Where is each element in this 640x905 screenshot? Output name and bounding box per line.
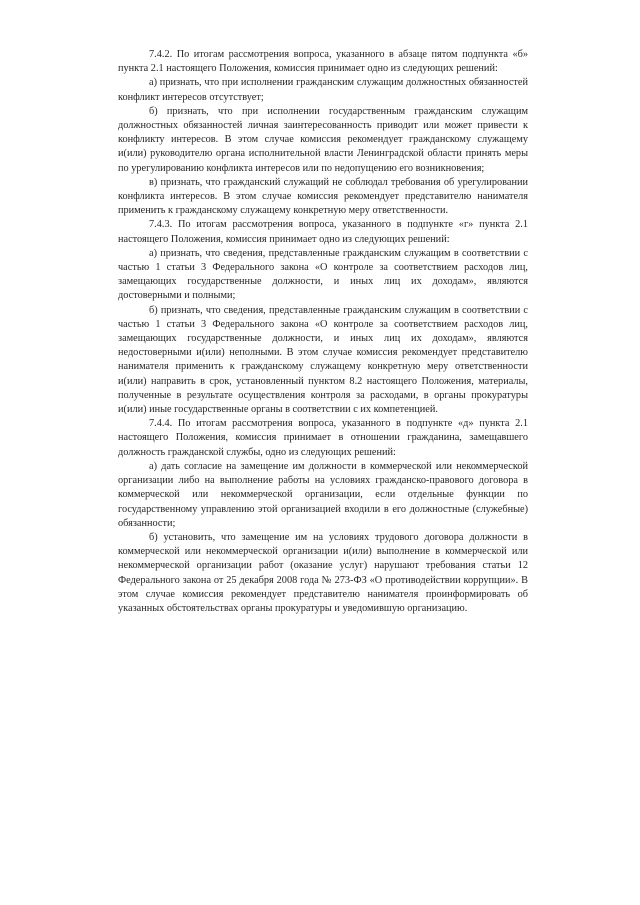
paragraph-7-4-2-a: а) признать, что при исполнении гражданским служащим должностных обязанностей конфликт интересов отсутствует;	[118, 77, 528, 103]
document-page	[118, 48, 528, 616]
paragraph-7-4-4-b: б) установить, что замещение им на условиях трудового договора должности в коммерческой или некоммерческой организации и(или) выполнение в коммерческой или некоммерческой организации работ (оказание услуг) нарушают требования статьи 12 Федерального закона от 25 декабря 2008 года № 273-ФЗ «О противодействии коррупции». В этом случае комиссия рекомендует представителю нанимателя проинформировать об указанных обстоятельствах органы прокуратуры и уведомившую организацию.	[118, 531, 528, 614]
paragraph-7-4-2: 7.4.2. По итогам рассмотрения вопроса, указанного в абзаце пятом подпункта «б» пункта 2.1 настоящего Положения, комиссия принимает одно из следующих решений:	[118, 49, 528, 75]
paragraph-7-4-3-a: а) признать, что сведения, представленные гражданским служащим в соответствии с частью 1 статьи 3 Федерального закона «О контроле за соответствием расходов лиц, замещающих государственные должности, и иных лиц их доходам», являются достоверными и полными;	[118, 247, 528, 302]
paragraph-7-4-4-a: а) дать согласие на замещение им должности в коммерческой или некоммерческой организации либо на выполнение работы на условиях гражданско-правового договора в коммерческой или некоммерческой организации, если отдельные функции по государственному управлению этой организацией входили в его должностные (служебные) обязанности;	[118, 460, 528, 529]
paragraph-7-4-3: 7.4.3. По итогам рассмотрения вопроса, указанного в подпункте «г» пункта 2.1 настоящего Положения, комиссия принимает одно из следующих решений:	[118, 219, 528, 245]
paragraph-7-4-2-v: в) признать, что гражданский служащий не соблюдал требования об урегулировании конфликта интересов. В этом случае комиссия рекомендует представителю нанимателя применить к гражданскому служащему конкретную меру ответственности.	[118, 176, 528, 217]
paragraph-7-4-2-b: б) признать, что при исполнении государственным гражданским служащим должностных обязанностей личная заинтересованность приводит или может привести к конфликту интересов. В этом случае комиссия рекомендует гражданскому служащему и(или) руководителю органа исполнительной власти Ленинградской области принять меры по урегулированию конфликта интересов или по недопущению его возникновения;	[118, 105, 528, 174]
paragraph-7-4-3-b: б) признать, что сведения, представленные гражданским служащим в соответствии с частью 1 статьи 3 Федерального закона «О контроле за соответствием расходов лиц, замещающих государственные должности, и иных лиц их доходам», являются недостоверными и(или) неполными. В этом случае комиссия рекомендует представителю нанимателя применить к гражданскому служащему конкретную меру ответственности и(или) направить в срок, установленный пунктом 8.2 настоящего Положения, материалы, полученные в результате осуществления контроля за расходами, в органы прокуратуры и(или) иные государственные органы в соответствии с их компетенцией.	[118, 304, 528, 416]
paragraph-7-4-4: 7.4.4. По итогам рассмотрения вопроса, указанного в подпункте «д» пункта 2.1 настоящего Положения, комиссия принимает в отношении гражданина, замещавшего должность гражданской службы, одно из следующих решений:	[118, 418, 528, 458]
